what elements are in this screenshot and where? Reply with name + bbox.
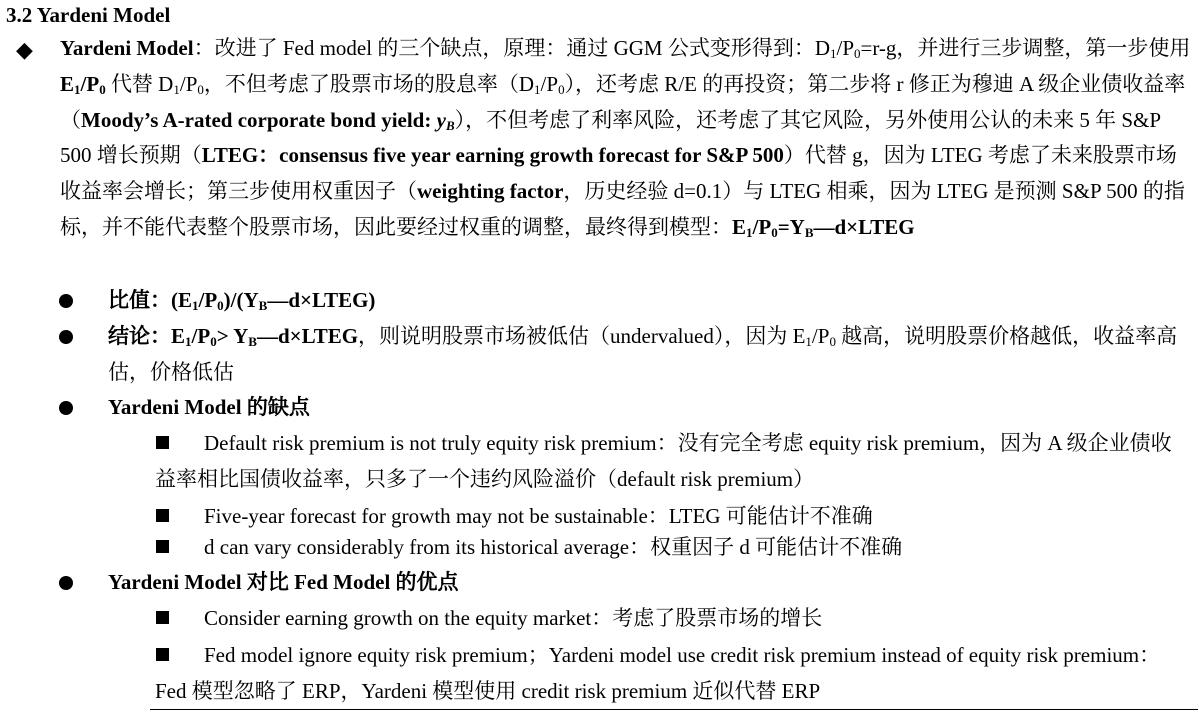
round-bullet-icon: [59, 294, 73, 308]
bottom-rule: [150, 709, 1198, 710]
advantage-item-1: Consider earning growth on the equity market：考虑了股票市场的增长: [204, 606, 823, 630]
diamond-bullet-icon: ◆: [16, 37, 33, 62]
advantages-title: Yardeni Model 对比 Fed Model 的优点: [108, 570, 459, 594]
flaw-item-3: d can vary considerably from its historical average：权重因子 d 可能估计不准确: [204, 535, 903, 559]
flaw-item-1: Default risk premium is not truly equity risk premium：没有完全考虑 equity risk premium，因为 A 级企业债收益率相比国债收益率，只多了一个违约风险溢价（default risk premium）: [155, 431, 1172, 491]
ratio-item: 比值：$(E_1/P_0)/(Y_B—d\times LTEG)$: [108, 288, 376, 313]
flaws-title: Yardeni Model 的缺点: [108, 395, 310, 419]
flaw-item-2: Five-year forecast for growth may not be sustainable：LTEG 可能估计不准确: [204, 504, 873, 528]
conclusion-item: 结论：$E_1/P_0>$ $Y_B—d\times LTEG$，则说明股票市场被低估（undervalued），因为 $E_1/P_0$ 越高，说明股票价格越低，收益率高估，价格低估: [108, 324, 1178, 384]
round-bullet-icon: [59, 576, 73, 590]
model-name: Yardeni Model: [60, 36, 194, 60]
intro-paragraph: Yardeni Model：改进了 Fed model 的三个缺点，原理：通过 GGM 公式变形得到：$D_1/P_0=r-g$，并进行三步调整，第一步使用 $E_1/P_0$ 代替 $D_1/P_0$，不但考虑了股票市场的股息率$(D_1/P_0)$，还考虑 R/E 的再投资；第二步将 r 修正为穆迪 A 级企业债收益率（Moody’s A-rated corporate bond yield: $y_B$），不但考虑了利率风险，还考虑了其它风险，另外使用公认的未来 5 年 S&P 500 增长预期（LTEG：consensus five year earning growth forecast for S&P 500）代替 g，因为 LTEG 考虑了未来股票市场收益率会增长；第三步使用权重因子（weighting factor，历史经验 d=0.1）与 LTEG 相乘，因为 LTEG 是预测 S&P 500 的指标，并不能代表整个股票市场，因此要经过权重的调整，最终得到模型：$E_1/P_0=Y_B—d\times LTEG$: [60, 36, 1191, 240]
round-bullet-icon: [59, 401, 73, 415]
advantage-item-2: Fed model ignore equity risk premium；Yardeni model use credit risk premium instead of equity risk premium：Fed 模型忽略了 ERP，Yardeni 模型使用 credit risk premium 近似代替 ERP: [155, 643, 1161, 703]
round-bullet-icon: [59, 330, 73, 344]
model-formula: $E_1/P_0=Y_B—d\times LTEG$: [732, 214, 915, 240]
section-heading: 3.2 Yardeni Model: [6, 3, 171, 27]
